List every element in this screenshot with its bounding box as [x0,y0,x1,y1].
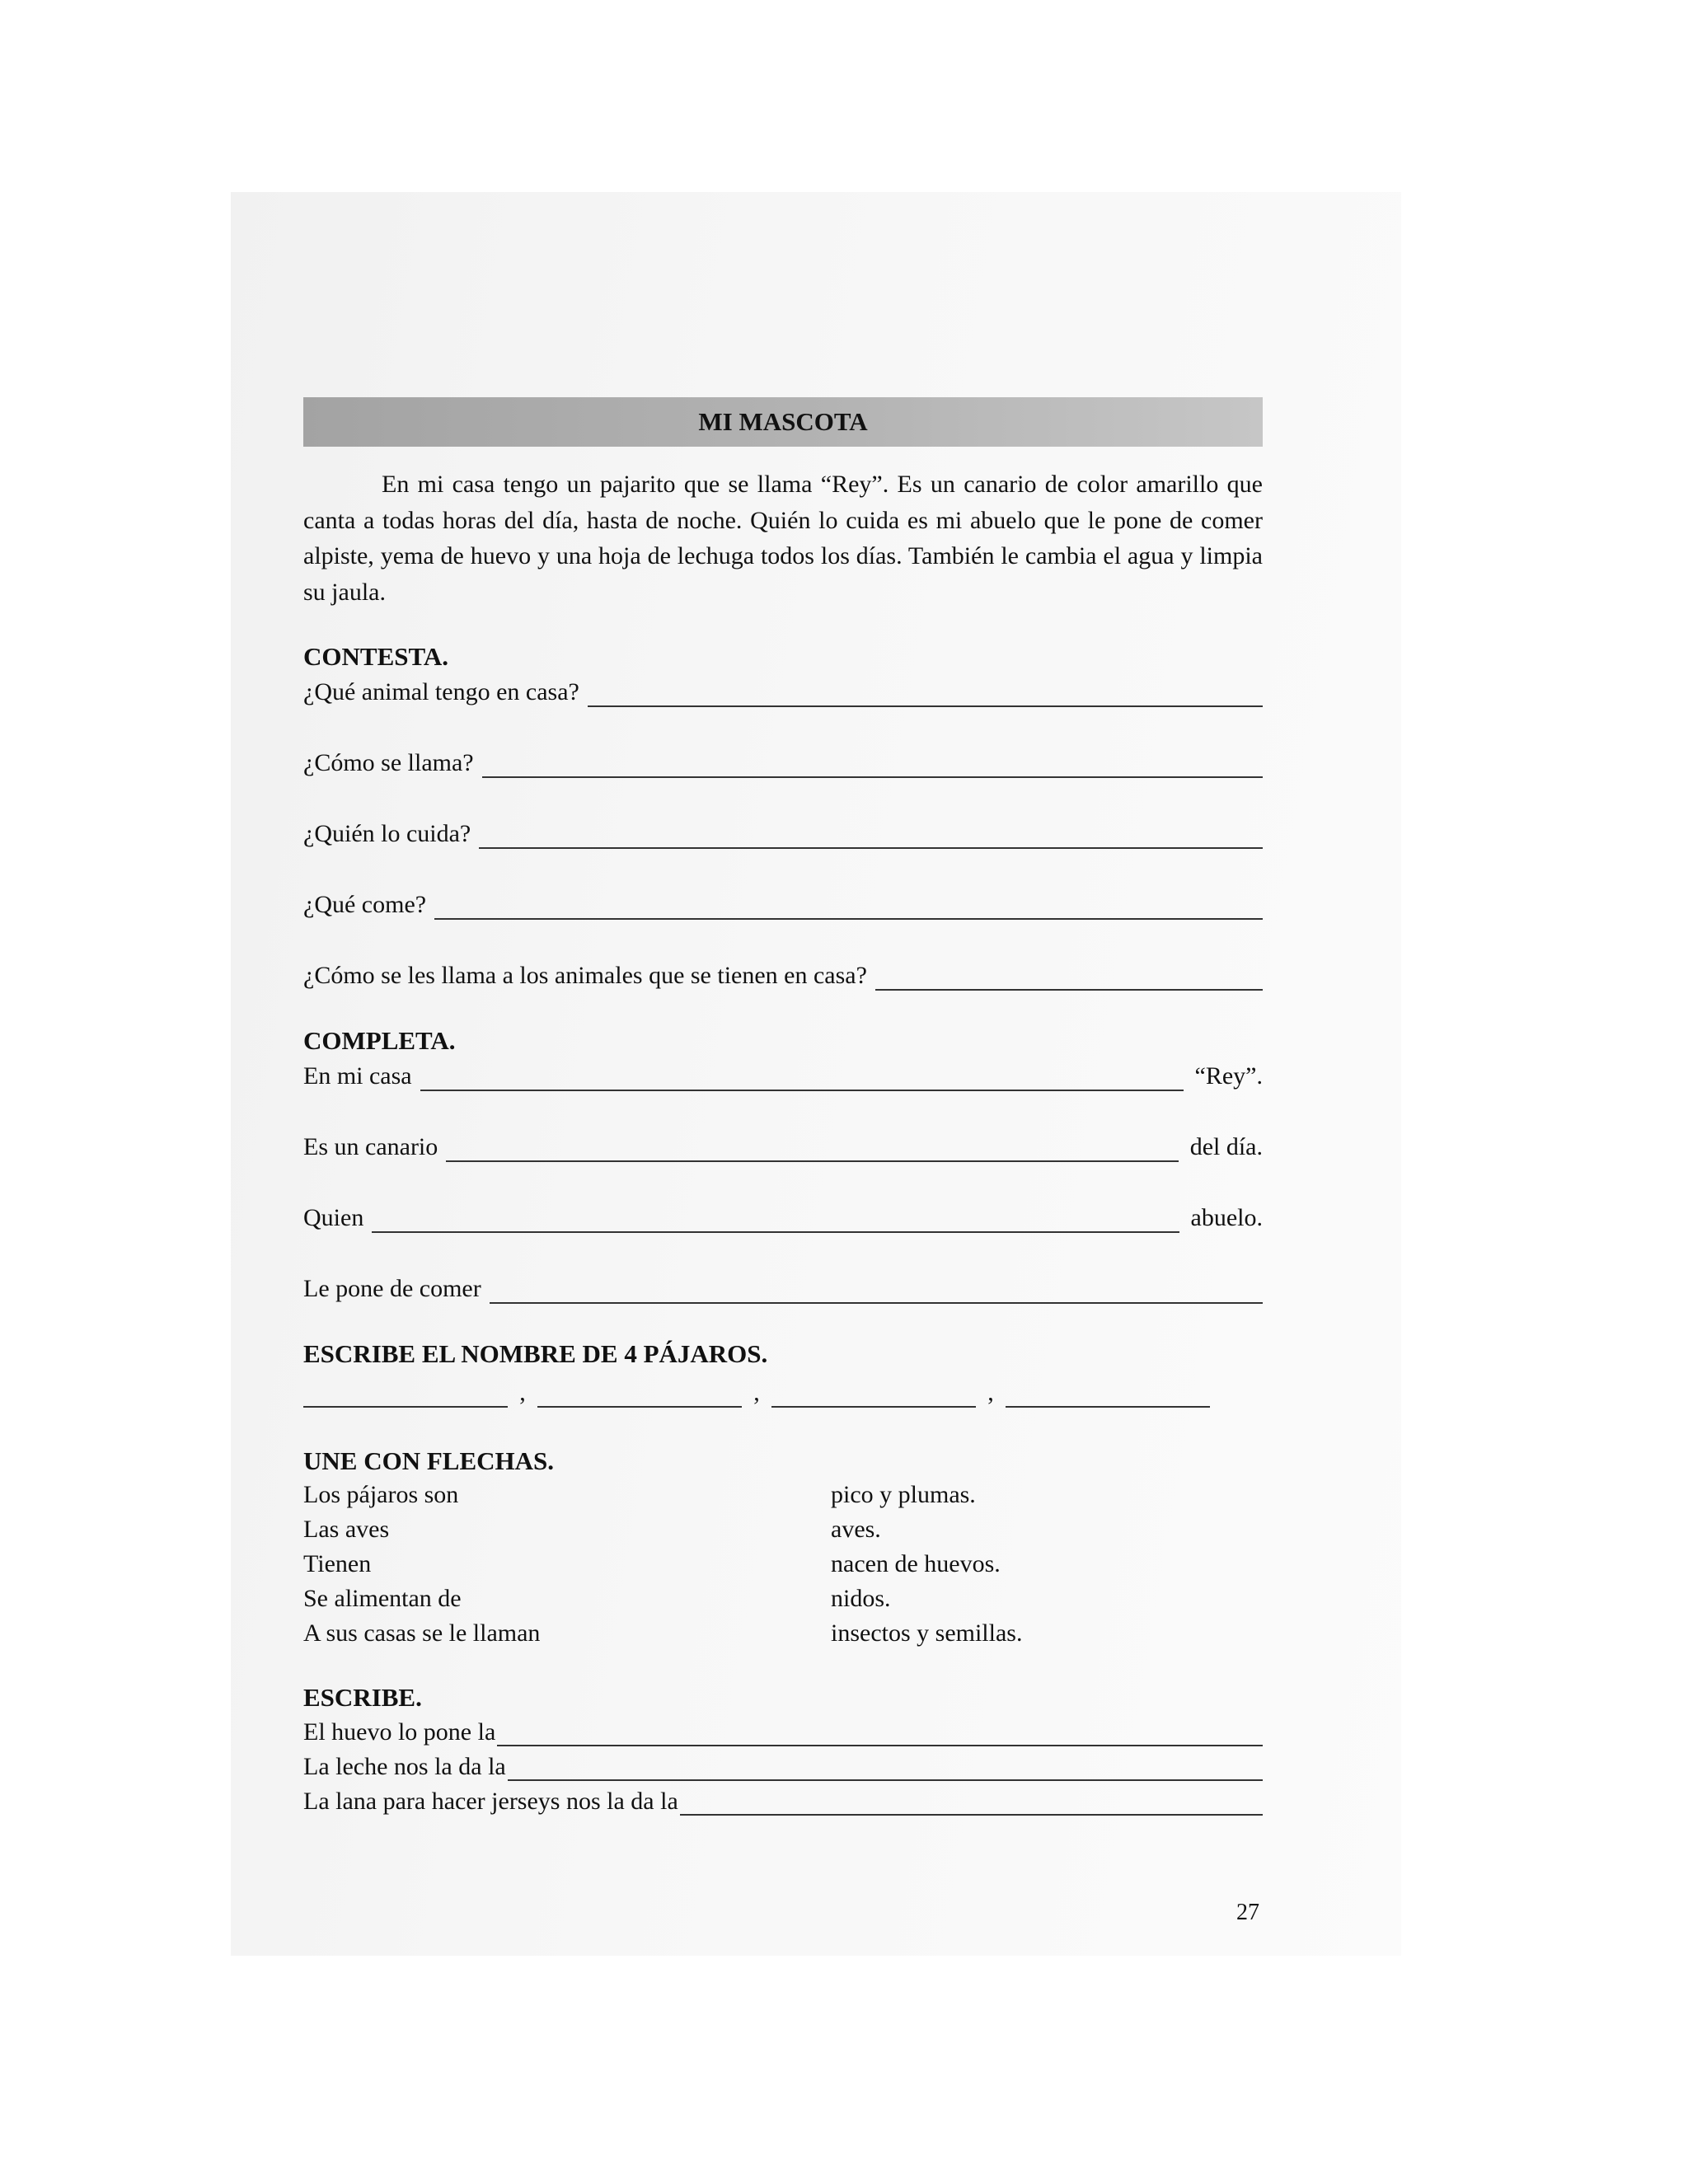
write-label: La leche nos la da la [303,1752,506,1780]
escribe-heading: ESCRIBE. [303,1683,422,1713]
question-row [303,958,1263,994]
birds-blanks [303,1375,1263,1411]
page-number: 27 [1236,1900,1259,1925]
write-row [303,1715,1263,1750]
answer-blank[interactable] [497,1720,1263,1746]
answer-blank[interactable] [875,964,1263,991]
match-left-item[interactable]: Tienen [303,1550,372,1578]
comma-separator: , [987,1378,994,1406]
question-row [303,816,1263,852]
question-label: ¿Qué animal tengo en casa? [303,678,579,706]
answer-blank[interactable] [588,681,1263,707]
answer-blank[interactable] [372,1207,1179,1233]
sentence-end: abuelo. [1190,1204,1263,1232]
title-bar [303,397,1263,447]
match-left-item[interactable]: Se alimentan de [303,1585,462,1613]
match-right-item[interactable]: aves. [831,1516,881,1544]
worksheet-content [303,397,1263,1819]
answer-blank[interactable] [490,1277,1263,1304]
contesta-heading: CONTESTA. [303,642,448,671]
write-label: El huevo lo pone la [303,1718,496,1746]
sentence-end: del día. [1189,1133,1263,1161]
bird-blank[interactable] [771,1381,976,1408]
answer-blank[interactable] [420,1065,1184,1091]
match-left-item[interactable]: A sus casas se le llaman [303,1619,541,1647]
question-label: ¿Qué come? [303,891,427,919]
question-row [303,887,1263,923]
sentence-end: “Rey”. [1194,1062,1263,1090]
match-left-item[interactable]: Los pájaros son [303,1481,459,1509]
write-row [303,1784,1263,1819]
sentence-start: Le pone de comer [303,1275,481,1303]
question-label: ¿Cómo se llama? [303,749,474,777]
write-label: La lana para hacer jerseys nos la da la [303,1787,678,1815]
comma-separator: , [753,1378,760,1406]
reading-paragraph: En mi casa tengo un pajarito que se llama “Rey”. Es un canario de color amarillo que canta a todas horas del día, hasta de noche. Quién lo cuida es mi abuelo que le pone de comer alpiste, yema de huevo y una hoja de lechuga todos los días. También le cambia el agua y limpia su jaula. [303,471,1263,606]
answer-blank[interactable] [508,1755,1263,1781]
completa-heading: COMPLETA. [303,1025,456,1055]
answer-blank[interactable] [434,893,1263,920]
match-left-item[interactable]: Las aves [303,1516,390,1544]
answer-blank[interactable] [479,823,1263,849]
complete-row [303,1271,1263,1307]
write-row [303,1750,1263,1784]
question-row [303,745,1263,781]
question-label: ¿Cómo se les llama a los animales que se tienen en casa? [303,962,867,990]
bird-blank[interactable] [303,1381,508,1408]
comma-separator: , [519,1378,526,1406]
complete-row [303,1129,1263,1165]
sentence-start: Quien [303,1204,364,1232]
page-title: MI MASCOTA [698,406,868,436]
complete-row [303,1200,1263,1236]
match-right-item[interactable]: nacen de huevos. [831,1550,1001,1578]
sentence-start: En mi casa [303,1062,412,1090]
answer-blank[interactable] [446,1136,1178,1162]
matching-list [303,1478,1263,1651]
match-right-item[interactable]: nidos. [831,1585,891,1613]
match-right-item[interactable]: pico y plumas. [831,1481,976,1509]
question-row [303,674,1263,710]
birds-heading: ESCRIBE EL NOMBRE DE 4 PÁJAROS. [303,1338,768,1368]
bird-blank[interactable] [537,1381,742,1408]
question-label: ¿Quién lo cuida? [303,820,471,848]
match-right-item[interactable]: insectos y semillas. [831,1619,1023,1647]
bird-blank[interactable] [1006,1381,1210,1408]
une-heading: UNE CON FLECHAS. [303,1446,555,1475]
answer-blank[interactable] [680,1789,1263,1816]
complete-row [303,1058,1263,1094]
sentence-start: Es un canario [303,1133,438,1161]
answer-blank[interactable] [482,752,1263,778]
